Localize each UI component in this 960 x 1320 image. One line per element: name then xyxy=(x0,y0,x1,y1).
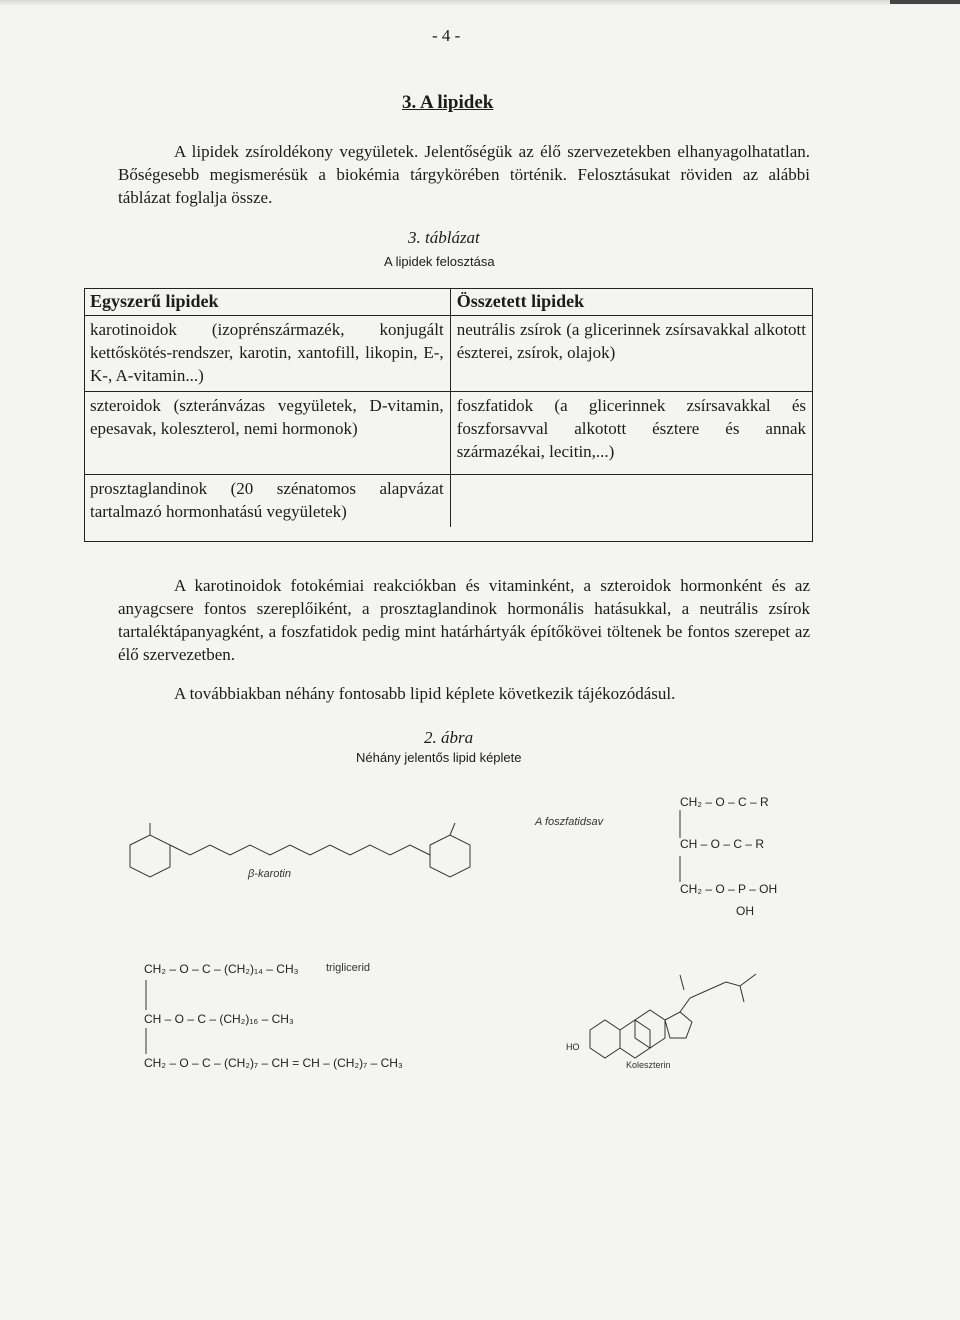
table-cell: prosztaglandinok (20 szénatomos alapvázat tartalmazó hormonhatású vegyületek) xyxy=(84,475,450,528)
section-title: 3. A lipidek xyxy=(402,92,494,113)
beta-carotene-structure xyxy=(110,815,510,895)
table-cell: szteroidok (szteránvázas vegyületek, D-vitamin, epesavak, koleszterol, nemi hormonok) xyxy=(84,392,450,475)
scan-edge xyxy=(0,0,960,6)
formulas-intro-paragraph: A továbbiakban néhány fontosabb lipid képlete következik tájékozódásul. xyxy=(174,684,676,703)
roles-paragraph xyxy=(118,574,810,666)
carotene-label: β-karotin xyxy=(248,868,291,880)
triglyceride-line-2: CH – O – C – (CH₂)₁₆ – CH₃ xyxy=(144,1012,294,1026)
triglyceride-line-1: CH₂ – O – C – (CH₂)₁₄ – CH₃ xyxy=(144,962,299,976)
table-cell: foszfatidok (a glicerinnek zsírsavakkal és foszforsavval alkotott észtere és annak származékai, lecitin,...) xyxy=(450,392,812,475)
table-cell: neutrális zsírok (a glicerinnek zsírsavakkal alkotott észterei, zsírok, olajok) xyxy=(450,316,812,392)
phosphatidic-line-3: CH₂ – O – P – OH xyxy=(680,882,778,896)
phosphatidic-backbone xyxy=(676,808,686,884)
header-simple-lipids: Egyszerű lipidek xyxy=(84,288,450,316)
cholesterol-structure xyxy=(580,960,780,1070)
table-cell: karotinoidok (izoprénszármazék, konjugált kettőskötés-rendszer, karotin, xantofill, likopin, E-, K-, A-vitamin...) xyxy=(84,316,450,392)
table-caption-number: 3. táblázat xyxy=(408,228,480,247)
header-complex-lipids: Összetett lipidek xyxy=(450,288,812,316)
table-row xyxy=(84,475,812,528)
triglyceride-label: triglicerid xyxy=(326,962,371,974)
intro-text: A lipidek zsíroldékony vegyületek. Jelentőségük az élő szervezetekben elhanyagolhatatlan. Bőségesebb megismerésük a biokémia tárgykörében történik. Felosztásukat röviden az alábbi táblázat foglalja össze. xyxy=(118,142,810,207)
table-caption-title: A lipidek felosztása xyxy=(384,254,495,269)
scan-mark xyxy=(890,0,960,4)
intro-paragraph xyxy=(118,140,810,209)
phosphatidic-line-4: OH xyxy=(736,904,754,918)
phosphatidic-line-1: CH₂ – O – C – R xyxy=(680,795,769,809)
roles-text: A karotinoidok fotokémiai reakciókban és vitaminként, a szteroidok hormonként és az anyagcsere fontos szereplőiként, a prosztaglandinok hormonális hatásukkal, a neutrális zsírok tartaléktápanyagként, a foszfatidok pedig mint határhártyák építőkövei töltenek be fontos szerepet az élő szervezetben. xyxy=(118,576,810,664)
cholesterol-label: Koleszterin xyxy=(626,1060,671,1070)
phosphatidic-acid-label: A foszfatidsav xyxy=(535,816,604,828)
lipid-classification-table xyxy=(84,288,812,527)
table-row xyxy=(84,316,812,392)
figure-caption-number: 2. ábra xyxy=(424,728,474,747)
cholesterol-ho: HO xyxy=(566,1042,580,1052)
table-header-row xyxy=(84,288,812,316)
triglyceride-line-3: CH₂ – O – C – (CH₂)₇ – CH = CH – (CH₂)₇ – CH₃ xyxy=(144,1056,403,1070)
page-number: - 4 - xyxy=(432,26,461,45)
phosphatidic-line-2: CH – O – C – R xyxy=(680,837,765,851)
figure-caption-title: Néhány jelentős lipid képlete xyxy=(356,750,522,765)
table-cell xyxy=(450,475,812,528)
triglyceride-backbone xyxy=(142,978,152,1058)
table-row xyxy=(84,392,812,475)
